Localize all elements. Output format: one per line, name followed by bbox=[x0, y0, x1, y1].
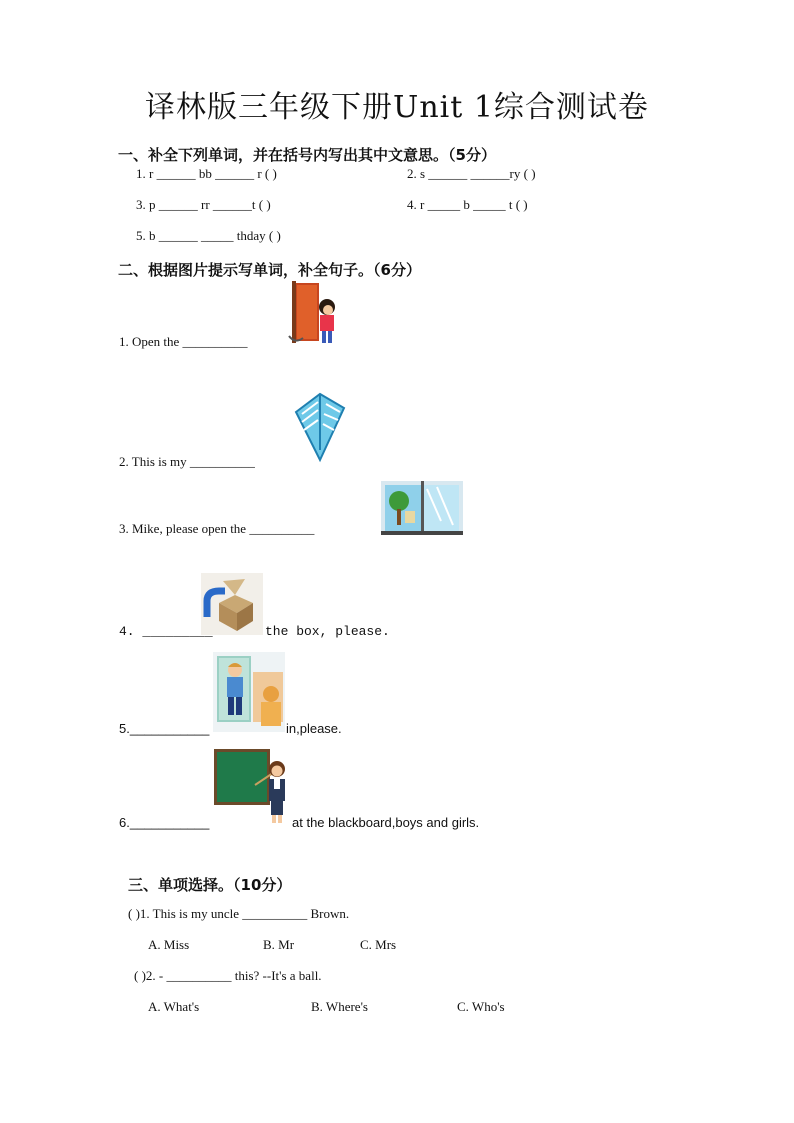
window-picture bbox=[381, 481, 463, 535]
s2-q4-blank: 4. _________ bbox=[119, 624, 213, 639]
section-1-heading: 一、补全下列单词，并在括号内写出其中文意思。（5分） bbox=[118, 146, 496, 164]
s2-q2: 2. This is my __________ bbox=[119, 454, 255, 469]
come-in-picture bbox=[213, 652, 285, 732]
s2-q4-text: the box, please. bbox=[265, 624, 390, 639]
s3-q1: ( )1. This is my uncle __________ Brown. bbox=[128, 906, 350, 921]
book-picture bbox=[290, 390, 350, 464]
section-3-heading: 三、单项选择。（10分） bbox=[128, 876, 292, 894]
s3-q2-option-a: A. What's bbox=[148, 999, 200, 1014]
s3-q1-option-c: C. Mrs bbox=[360, 937, 397, 952]
door-picture bbox=[287, 281, 339, 347]
s1-row1-left: 1. r ______ bb ______ r ( ) bbox=[136, 166, 277, 181]
s2-q1: 1. Open the __________ bbox=[119, 334, 248, 349]
page-title: 译林版三年级下册Unit 1综合测试卷 bbox=[145, 90, 649, 125]
s3-q1-option-b: B. Mr bbox=[263, 937, 295, 952]
s2-q5-blank: 5.___________ bbox=[119, 721, 210, 736]
s2-q3: 3. Mike, please open the __________ bbox=[119, 521, 315, 536]
s3-q1-option-a: A. Miss bbox=[148, 937, 190, 952]
s1-row3-left: 5. b ______ _____ thday ( ) bbox=[136, 228, 281, 243]
blackboard-picture bbox=[213, 747, 291, 825]
s2-q6-blank: 6.___________ bbox=[119, 815, 210, 830]
s1-row2-right: 4. r _____ b _____ t ( ) bbox=[407, 197, 528, 212]
s3-q2-option-b: B. Where's bbox=[311, 999, 368, 1014]
section-2-heading: 二、根据图片提示写单词，补全句子。（6分） bbox=[118, 261, 421, 279]
s3-q2-option-c: C. Who's bbox=[457, 999, 505, 1014]
s1-row1-right: 2. s ______ ______ry ( ) bbox=[407, 166, 536, 181]
s1-row2-left: 3. p ______ rr ______t ( ) bbox=[136, 197, 271, 212]
s2-q5-text: in,please. bbox=[286, 721, 342, 736]
s3-q2: ( )2. - __________ this? --It's a ball. bbox=[134, 968, 322, 983]
s2-q6-text: at the blackboard,boys and girls. bbox=[292, 815, 480, 830]
